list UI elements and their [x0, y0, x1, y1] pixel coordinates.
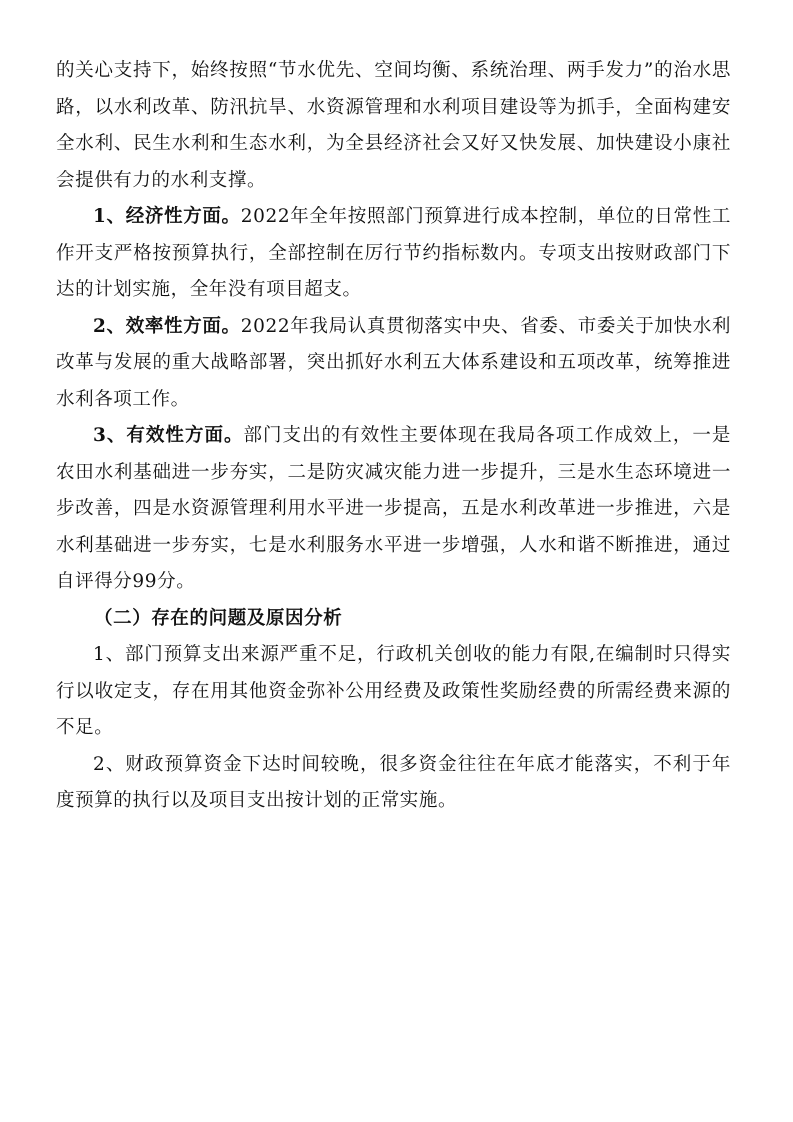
efficiency-heading: 2、效率性方面。 [93, 315, 241, 337]
section-heading-issues: （二）存在的问题及原因分析 [94, 607, 343, 629]
effectiveness-heading: 3、有效性方面。 [93, 425, 244, 446]
issue-two-paragraph: 2、财政预算资金下达时间较晚，很多资金往往在年底才能落实，不利于年度预算的执行以及项目支出按计划的正常实施。 [56, 753, 731, 811]
economy-body: 2022年全年按照部门预算进行成本控制，单位的日常性工作开支严格按预算执行，全部控制在厉行节约指标数内。专项支出按财政部门下达的计划实施，全年没有项目超支。 [56, 206, 731, 300]
effectiveness-body: 部门支出的有效性主要体现在我局各项工作成效上，一是农田水利基础进一步夯实，二是防灾减灾能力进一步提升，三是水生态环境进一步改善，四是水资源管理利用水平进一步提高，五是水利改革进一步推进，六是水利基础进一步夯实，七是水利服务水平进一步增强，人水和谐不断推进，通过自评得分99分。 [56, 425, 731, 592]
effectiveness-paragraph [56, 418, 731, 601]
issue-one-paragraph: 1、部门预算支出来源严重不足，行政机关创收的能力有限,在编制时只得实行以收定支，存在用其他资金弥补公用经费及政策性奖励经费的所需经费来源的不足。 [56, 644, 731, 738]
intro-paragraph: 的关心支持下，始终按照“节水优先、空间均衡、系统治理、两手发力”的治水思路，以水利改革、防汛抗旱、水资源管理和水利项目建设等为抓手，全面构建安全水利、民生水利和生态水利，为全县经济社会又好又快发展、加快建设小康社会提供有力的水利支撑。 [56, 60, 731, 191]
economy-heading: 1、经济性方面。 [93, 206, 241, 227]
efficiency-body: 2022年我局认真贯彻落实中央、省委、市委关于加快水利改革与发展的重大战略部署，突出抓好水利五大体系建设和五项改革，统筹推进水利各项工作。 [56, 315, 731, 410]
economy-paragraph [56, 199, 731, 309]
efficiency-paragraph [56, 309, 731, 419]
